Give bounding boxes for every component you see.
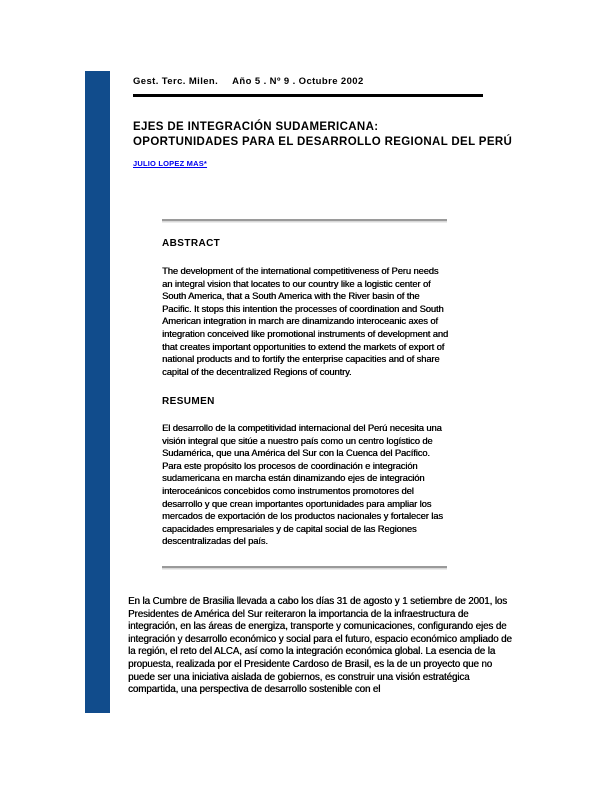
left-accent-bar <box>85 71 110 713</box>
resumen-bottom-divider <box>162 566 447 568</box>
article-title <box>133 120 512 150</box>
abstract-top-divider <box>162 219 447 221</box>
abstract-text: The development of the international competitiveness of Peru needs an integral vision that locates to our country like a logistic center of South America, that a South America with the River basin of the Pacific. It stops this intention the processes of coordination and South American integration in march are dinamizando interoceanic axes of integration conceived like promotional instruments of development and that creates important opportunities to extend the markets of export of national products and to fortify the enterprise capacities and of share capital of the decentralized Regions of country. <box>162 265 448 377</box>
author-link[interactable]: JULIO LOPEZ MAS* <box>133 159 208 168</box>
journal-header <box>133 76 493 87</box>
abstract-heading: ABSTRACT <box>162 238 221 249</box>
article-title-line2: OPORTUNIDADES PARA EL DESARROLLO REGIONAL DEL PERÚ <box>133 136 513 148</box>
resumen-text: El desarrollo de la competitividad internacional del Perú necesita una visión integral que sitúe a nuestro país como un centro logístico de Sudamérica, que una América del Sur con la Cuenca del Pacífico. Para este propósito los procesos de coordinación e integración sudamericana en marcha están dinamizando ejes de integración interoceánicos concebidos como instrumentos promotores del desarrollo y que crean importantes oportunidades para ampliar los mercados de exportación de los productos nacionales y fortalecer las capacidades empresariales y de capital social de las Regiones descentralizadas del país. <box>162 422 443 547</box>
body-paragraph: En la Cumbre de Brasilia llevada a cabo los días 31 de agosto y 1 setiembre de 2001, los Presidentes de América del Sur reiteraron la importancia de la infraestructura de integración, en las áreas de energiza, transporte y comunicaciones, configurando ejes de integración y desarrollo económico y social para el futuro, espacio económico ampliado de la región, el reto del ALCA, así como la integración económica global. La esencia de la propuesta, realizada por el Presidente Cardoso de Brasil, es la de un proyecto que no puede ser una iniciativa aislada de gobiernos, es construir una visión estratégica compartida, una perspectiva de desarrollo sostenible con el <box>128 596 512 696</box>
header-divider <box>133 94 483 97</box>
journal-name: Gest. Terc. Milen. <box>133 76 219 87</box>
article-title-line1: EJES DE INTEGRACIÓN SUDAMERICANA: <box>133 121 379 133</box>
resumen-heading: RESUMEN <box>162 396 215 407</box>
journal-issue: Año 5 . Nº 9 . Octubre 2002 <box>232 76 364 87</box>
